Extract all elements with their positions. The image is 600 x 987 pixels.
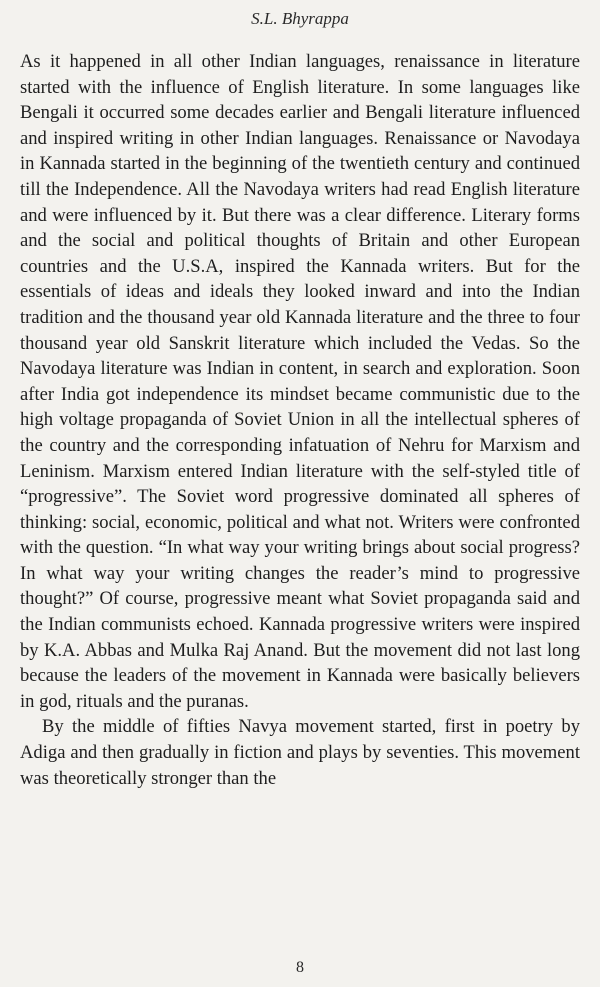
running-header-author: S.L. Bhyrappa: [251, 9, 349, 28]
paragraph: As it happened in all other Indian languages, renaissance in literature started with the influence of English literature. In some languages like Bengali it occurred some decades earlier and Bengali literature influenced and inspired writing in other Indian languages. Renaissance or Navodaya in Kannada started in the beginning of the twentieth century and continued till the Independence. All the Navodaya writers had read English literature and were influenced by it. But there was a clear difference. Literary forms and the social and political thoughts of Britain and other European countries and the U.S.A, inspired the Kannada writers. But for the essentials of ideas and ideals they looked inward and into the Indian tradition and the thousand year old Kannada literature and the three to four thousand year old Sanskrit literature which included the Vedas. So the Navodaya literature was Indian in content, in search and exploration. Soon after India got independence its mindset became communistic due to the high voltage propaganda of Soviet Union in all the intellectual spheres of the country and the corresponding infatuation of Nehru for Marxism and Leninism. Marxism entered Indian literature with the self-styled title of “progressive”. The Soviet word progressive dominated all spheres of thinking: social, economic, political and what not. Writers were confronted with the question. “In what way your writing brings about social progress? In what way your writing changes the reader’s mind to progressive thought?” Of course, progressive meant what Soviet propaganda said and the Indian communists echoed. Kannada progressive writers were inspired by K.A. Abbas and Mulka Raj Anand. But the movement did not last long because the leaders of the movement in Kannada were basically believers in god, rituals and the puranas.: [20, 51, 580, 712]
body-text: [20, 49, 580, 791]
paragraph: By the middle of fifties Navya movement started, first in poetry by Adiga and then gradually in fiction and plays by seventies. This movement was theoretically stronger than the: [20, 716, 580, 789]
page-number: 8: [296, 959, 304, 976]
